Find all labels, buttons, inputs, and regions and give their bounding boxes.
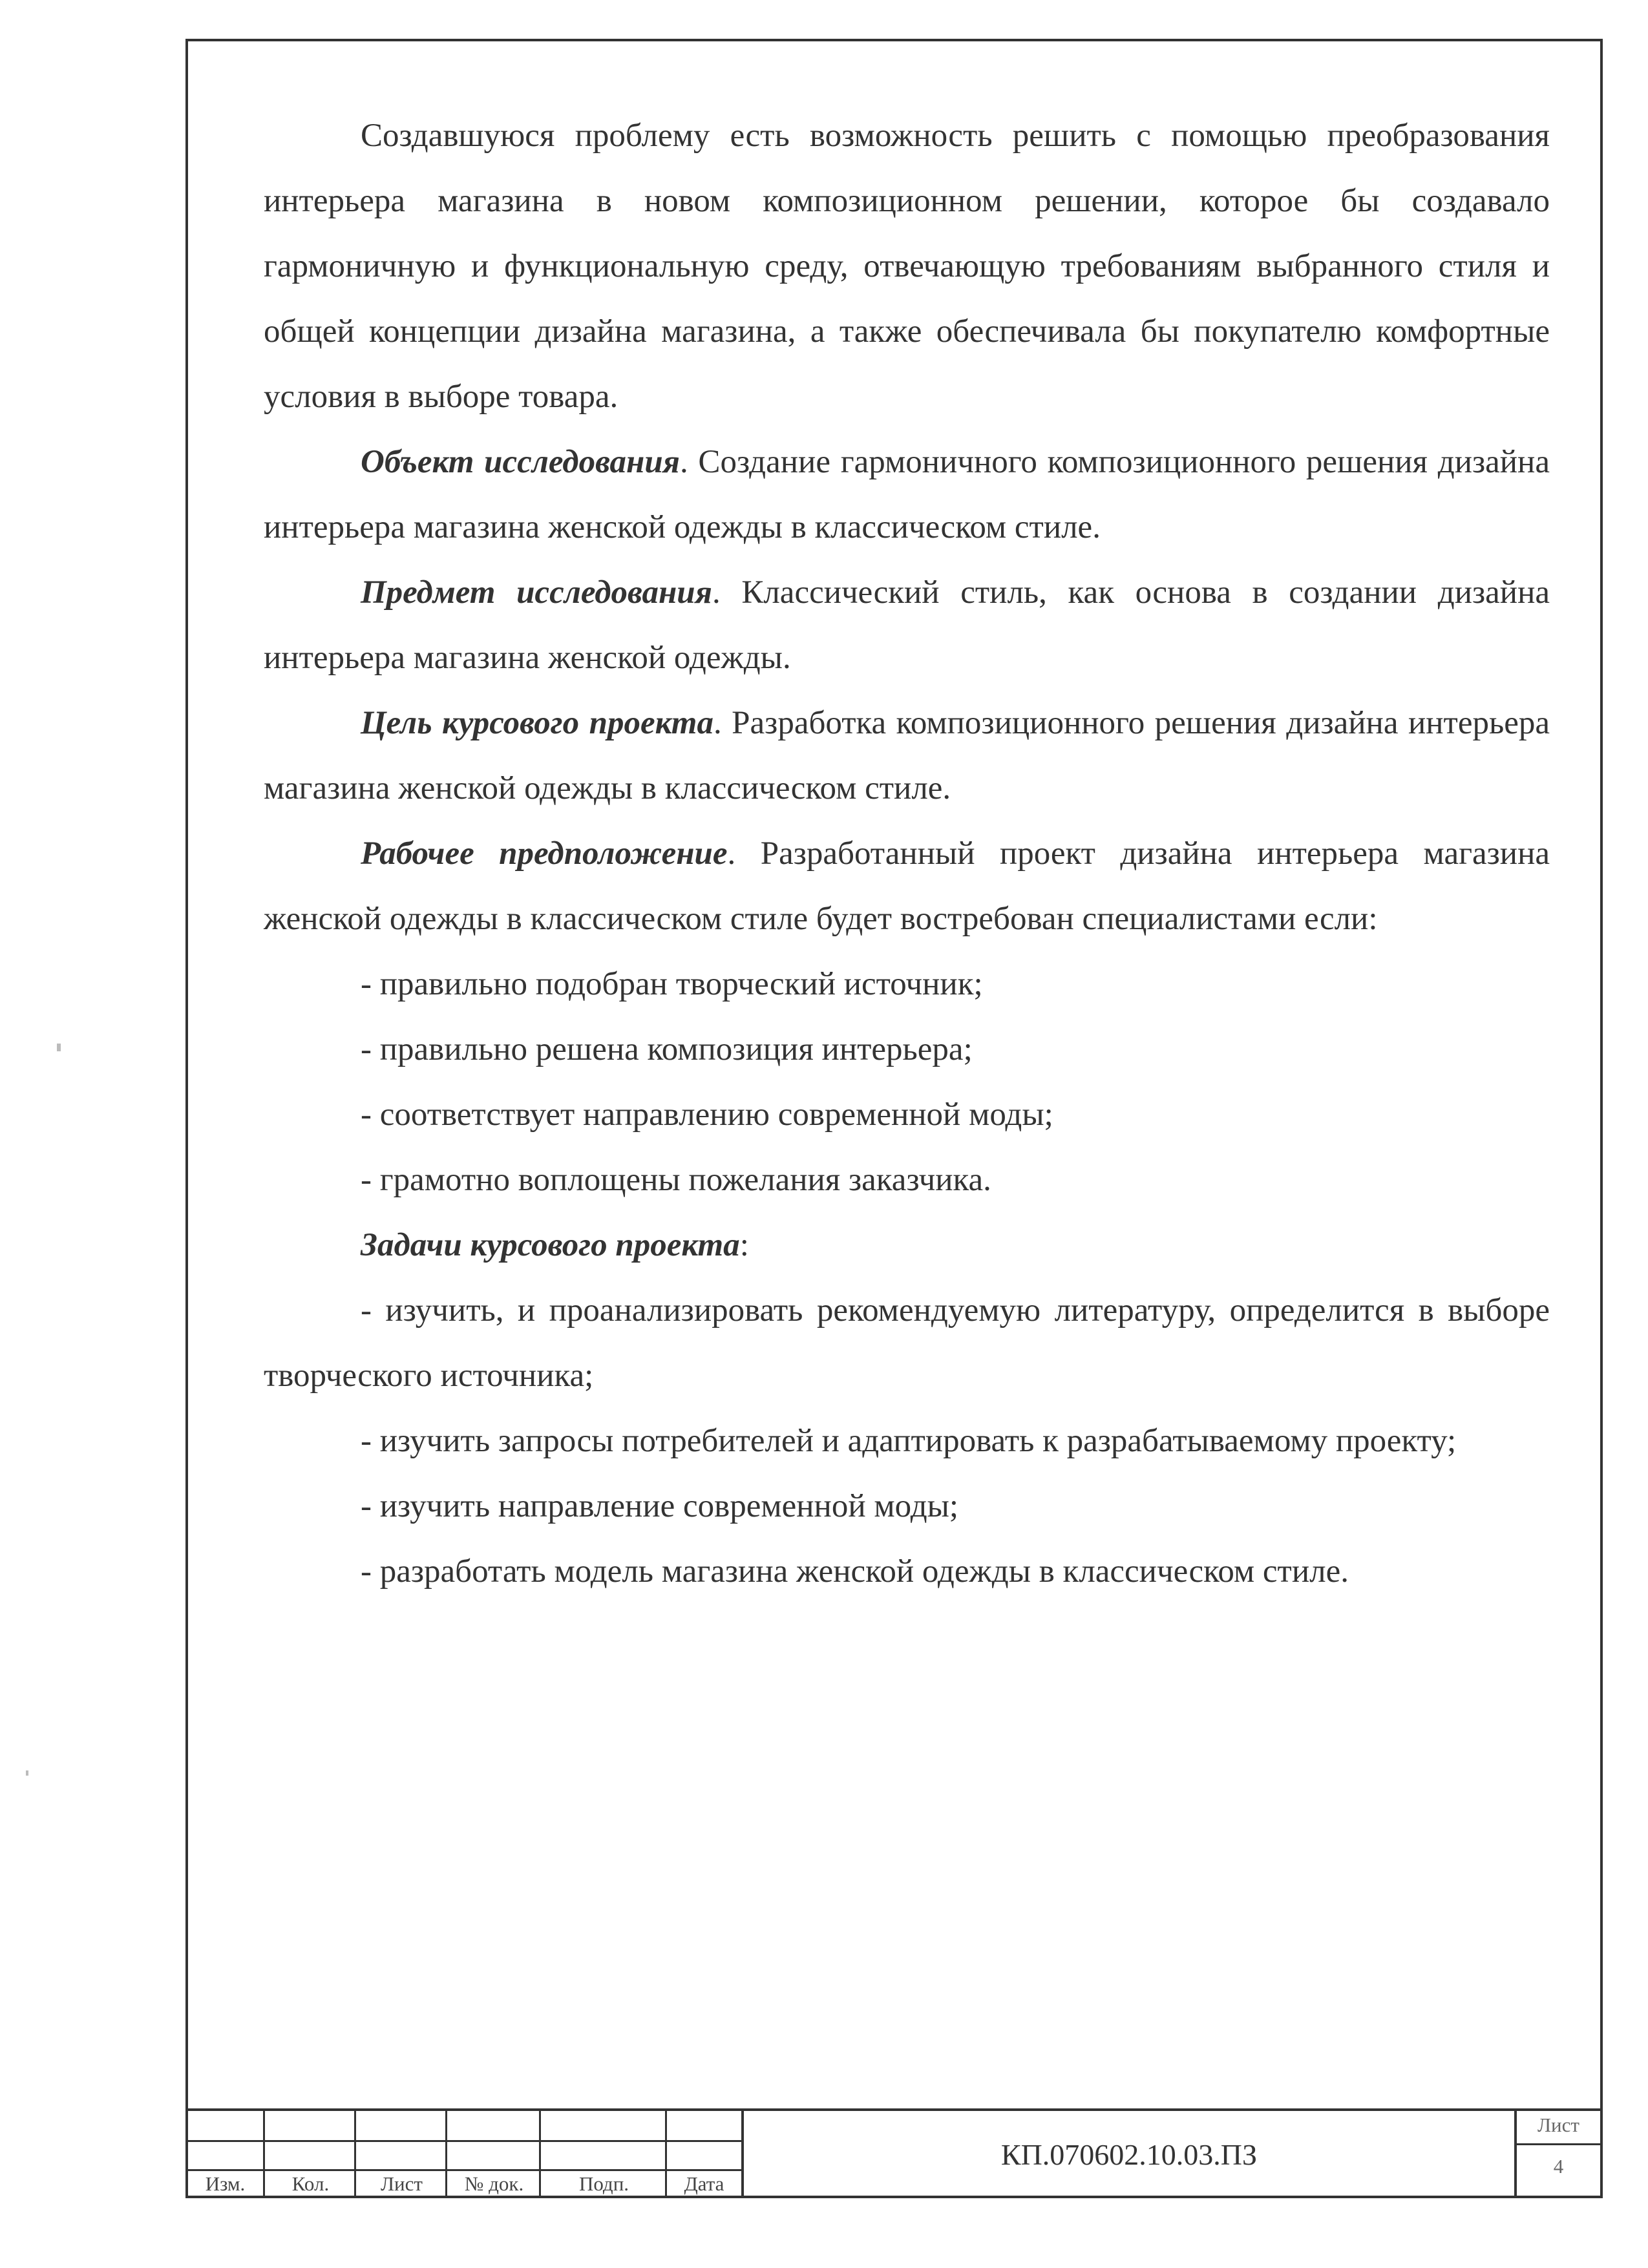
project-goal-paragraph xyxy=(264,691,1550,821)
document-code: КП.070602.10.03.ПЗ xyxy=(1000,2138,1258,2171)
sheet-number-box xyxy=(1514,2111,1600,2198)
hypothesis-paragraph xyxy=(264,821,1550,952)
title-block-stamp xyxy=(185,2108,1603,2198)
task-item: - изучить запросы потребителей и адаптировать к разрабатываемому проекту; xyxy=(361,1423,1457,1459)
tasks-suffix: : xyxy=(739,1227,749,1263)
paragraph-label: Объект исследования xyxy=(361,444,680,480)
scan-speck xyxy=(57,1044,61,1051)
stamp-label-izm: Изм. xyxy=(205,2172,246,2195)
condition-item: - правильно решена композиция интерьера; xyxy=(361,1031,973,1067)
sheet-divider xyxy=(1517,2143,1600,2145)
paragraph-label: Цель курсового проекта xyxy=(361,705,713,741)
sheet-label: Лист xyxy=(1537,2114,1579,2136)
tasks-heading xyxy=(264,1213,1550,1278)
research-subject-paragraph xyxy=(264,560,1550,691)
task-item: - разработать модель магазина женской одежды в классическом стиле. xyxy=(361,1553,1349,1590)
document-body xyxy=(264,103,1550,1604)
paragraph-label: Рабочее предположение xyxy=(361,835,728,872)
scan-speck xyxy=(26,1770,28,1776)
stamp-label-kol: Кол. xyxy=(291,2172,330,2195)
condition-item: - грамотно воплощены пожелания заказчика. xyxy=(361,1162,991,1198)
task-item: - изучить направление современной моды; xyxy=(361,1488,959,1524)
sheet-number: 4 xyxy=(1553,2155,1564,2178)
intro-paragraph xyxy=(264,103,1550,430)
condition-item: - соответствует направлению современной моды; xyxy=(361,1097,1053,1133)
stamp-label-doc-no: № док. xyxy=(464,2172,524,2195)
paragraph-text: . Разработка композиционного решения дизайна интерьера магазина женской одежды в классическом стиле. xyxy=(264,705,1550,806)
task-item: - изучить, и проанализировать рекомендуемую литературу, определится в выборе творческого источника; xyxy=(264,1292,1550,1394)
paragraph-text: . Создание гармоничного композиционного решения дизайна интерьера магазина женской одежды в классическом стиле. xyxy=(264,444,1550,545)
condition-item: - правильно подобран творческий источник; xyxy=(361,966,983,1002)
paragraph-label: Предмет исследования xyxy=(361,574,712,611)
research-object-paragraph xyxy=(264,430,1550,560)
stamp-label-list: Лист xyxy=(381,2172,423,2195)
paragraph-text: Создавшуюся проблему есть возможность решить с помощью преобразования интерьера магазина в новом композиционном решении, которое бы создавало гармоничную и функциональную среду, отвечающую требованиям выбранного стиля и общей концепции дизайна магазина, а также обеспечивала бы покупателю комфортные условия в выборе товара. xyxy=(264,118,1550,415)
paragraph-text: . Разработанный проект дизайна интерьера магазина женской одежды в классическом стиле будет востребован специалистами если: xyxy=(264,835,1550,937)
stamp-row-line xyxy=(185,2140,741,2142)
stamp-label-date: Дата xyxy=(684,2172,724,2195)
stamp-grid xyxy=(185,2111,744,2198)
stamp-label-signature: Подп. xyxy=(578,2172,629,2195)
stamp-row-line xyxy=(185,2169,741,2171)
tasks-label: Задачи курсового проекта xyxy=(361,1227,740,1263)
paragraph-text: . Классический стиль, как основа в создании дизайна интерьера магазина женской одежды. xyxy=(264,574,1550,676)
